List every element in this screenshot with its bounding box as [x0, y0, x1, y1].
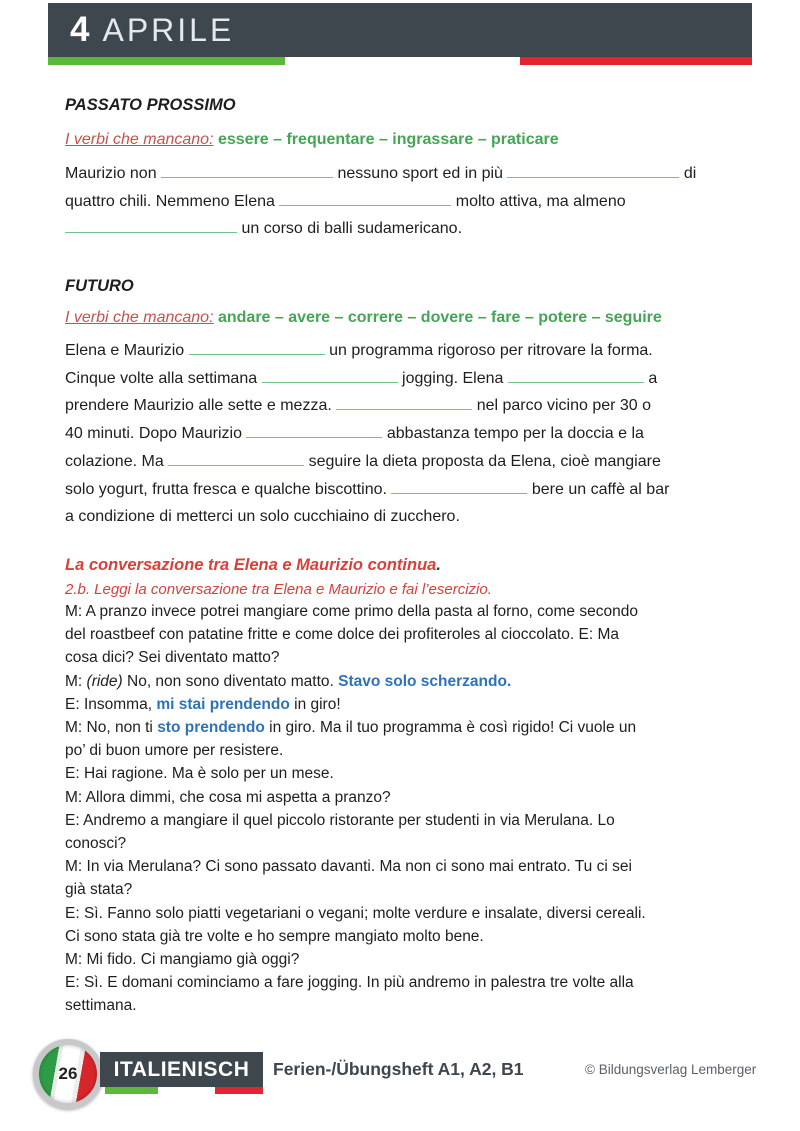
text-segment: E: Sì. Fanno solo piatti vegetariani o vegani; molte verdure e insalate, diversi cereali. — [65, 904, 646, 922]
footer-underline-green — [105, 1087, 158, 1094]
text-segment: M: Mi fido. Ci mangiamo già oggi? — [65, 951, 300, 969]
text-segment: M: A pranzo invece potrei mangiare come primo della pasta al forno, come secondo — [65, 603, 638, 620]
text-segment: un corso di balli sudamericano. — [237, 220, 463, 238]
verbs-hint-label: I verbi che mancano: — [65, 131, 214, 148]
dialogue-line — [65, 762, 646, 785]
dialogue-line — [65, 739, 646, 762]
dialogue-line — [65, 786, 646, 809]
text-segment: bere un caffè al bar — [527, 480, 670, 498]
dialogue-line — [65, 832, 646, 855]
page-number-flag-badge — [33, 1039, 103, 1109]
text-segment: Cinque volte alla settimana — [65, 369, 262, 387]
gapfill-line — [65, 503, 669, 531]
text-segment: solo yogurt, frutta fresca e qualche biscottino. — [65, 480, 392, 498]
verbs-hint-label: I verbi che mancano: — [65, 309, 214, 326]
text-segment: del roastbeef con patatine fritte e come dolce dei profiteroles al cioccolato. E: Ma — [65, 626, 619, 644]
dialogue-line — [65, 716, 646, 739]
text-segment: in giro. Ma il tuo programma è così rigido! Ci vuole un — [264, 719, 637, 737]
section-title-passato-prossimo: PASSATO PROSSIMO — [65, 96, 236, 114]
text-segment: E: Hai ragione. Ma è solo per un mese. — [65, 765, 334, 783]
answer-blank — [507, 164, 679, 178]
text-segment: un programma rigoroso per ritrovare la forma. — [324, 342, 653, 359]
gapfill-paragraph-passato — [65, 160, 696, 243]
text-segment: Ci sono stata già tre volte e ho sempre mangiato molto bene. — [65, 927, 484, 945]
text-segment: a — [643, 369, 658, 387]
conversation-instruction: 2.b. Leggi la conversazione tra Elena e Maurizio e fai l’esercizio. — [65, 581, 492, 598]
text-segment: in giro! — [289, 695, 341, 713]
text-segment: M: No, non ti — [65, 719, 158, 737]
answer-blank — [189, 341, 325, 355]
verbs-hint-passato — [65, 131, 559, 149]
answer-blank — [168, 452, 304, 466]
answer-blank — [508, 369, 644, 383]
text-segment: conosci? — [65, 835, 127, 853]
dialogue-line — [65, 623, 646, 646]
text-segment: di — [679, 165, 697, 182]
header-underline-green — [48, 57, 285, 65]
dialogue-line — [65, 925, 646, 948]
gapfill-line — [65, 337, 669, 365]
dialogue-line — [65, 600, 646, 623]
highlighted-phrase: Stavo solo scherzando. — [338, 672, 512, 690]
text-segment: quattro chili. Nemmeno Elena — [65, 192, 280, 210]
dialogue-line — [65, 948, 646, 971]
answer-blank — [262, 369, 398, 383]
text-segment: No, non sono diventato matto. — [122, 672, 339, 690]
text-segment: settimana. — [65, 997, 137, 1015]
booklet-title: Ferien-/Übungsheft A1, A2, B1 — [273, 1059, 524, 1079]
gapfill-line — [65, 420, 669, 448]
dialogue-line — [65, 670, 646, 693]
dialogue-line — [65, 878, 646, 901]
dialogue-line — [65, 971, 646, 994]
header-underline-red — [520, 57, 752, 65]
text-segment: prendere Maurizio alle sette e mezza. — [65, 397, 337, 415]
dialogue-line — [65, 809, 646, 832]
text-segment: Maurizio non — [65, 165, 162, 182]
gapfill-line — [65, 215, 696, 243]
text-segment: abbastanza tempo per la doccia e la — [382, 425, 644, 443]
gapfill-line — [65, 476, 669, 504]
dialogue-line — [65, 994, 646, 1017]
dialogue-line — [65, 902, 646, 925]
footer-underline-red — [215, 1087, 263, 1094]
gapfill-line — [65, 160, 696, 188]
dialogue-line — [65, 693, 646, 716]
subject-label: ITALIENISCH — [113, 1057, 250, 1081]
answer-blank — [161, 164, 333, 178]
text-segment: M: — [65, 672, 87, 690]
verbs-hint-list: essere – frequentare – ingrassare – praticare — [217, 131, 559, 148]
dialogue-text — [65, 600, 646, 1018]
text-segment: seguire la dieta proposta da Elena, cioè mangiare — [304, 452, 661, 470]
text-segment: M: In via Merulana? Ci sono passato davanti. Ma non ci sono mai entrato. Tu ci sei — [65, 858, 632, 876]
text-segment: a condizione di metterci un solo cucchiaino di zucchero. — [65, 508, 460, 526]
subject-box — [100, 1052, 263, 1087]
verbs-hint-list: andare – avere – correre – dovere – fare – potere – seguire — [217, 309, 662, 326]
gapfill-paragraph-futuro — [65, 337, 669, 531]
gapfill-line — [65, 188, 696, 216]
text-segment: molto attiva, ma almeno — [451, 192, 626, 210]
answer-blank — [391, 480, 527, 494]
text-segment: E: Sì. E domani cominciamo a fare jogging. In più andremo in palestra tre volte alla — [65, 974, 634, 992]
text-segment: colazione. Ma — [65, 452, 169, 470]
text-segment: nessuno sport ed in più — [333, 165, 508, 182]
chapter-title: APRILE — [102, 11, 235, 48]
dialogue-line — [65, 855, 646, 878]
heading-period: . — [436, 556, 441, 574]
text-segment: Elena e Maurizio — [65, 342, 189, 359]
gapfill-line — [65, 448, 669, 476]
text-segment: E: Insomma, — [65, 695, 157, 713]
conversation-heading: La conversazione tra Elena e Maurizio continua. — [65, 556, 441, 574]
highlighted-phrase: mi stai prendendo — [156, 695, 290, 713]
text-segment: M: Allora dimmi, che cosa mi aspetta a pranzo? — [65, 788, 391, 806]
gapfill-line — [65, 365, 669, 393]
answer-blank — [279, 192, 451, 206]
gapfill-line — [65, 392, 669, 420]
answer-blank — [246, 424, 382, 438]
answer-blank — [336, 396, 472, 410]
text-segment: jogging. Elena — [397, 369, 508, 387]
text-segment: E: Andremo a mangiare il quel piccolo ristorante per studenti in via Merulana. Lo — [65, 811, 615, 829]
chapter-number: 4 — [70, 10, 90, 49]
page-number: 26 — [58, 1064, 78, 1083]
verbs-hint-futuro — [65, 309, 662, 327]
section-title-futuro: FUTURO — [65, 277, 134, 295]
text-segment: già stata? — [65, 881, 133, 899]
dialogue-line — [65, 646, 646, 669]
chapter-header-bar — [48, 3, 752, 57]
highlighted-phrase: sto prendendo — [157, 719, 265, 737]
stage-direction: (ride) — [86, 672, 123, 690]
text-segment: po’ di buon umore per resistere. — [65, 742, 284, 760]
text-segment: nel parco vicino per 30 o — [472, 397, 652, 415]
text-segment: cosa dici? Sei diventato matto? — [65, 649, 280, 667]
copyright-notice: © Bildungsverlag Lemberger — [585, 1062, 757, 1077]
text-segment: 40 minuti. Dopo Maurizio — [65, 425, 247, 443]
answer-blank — [65, 219, 237, 233]
